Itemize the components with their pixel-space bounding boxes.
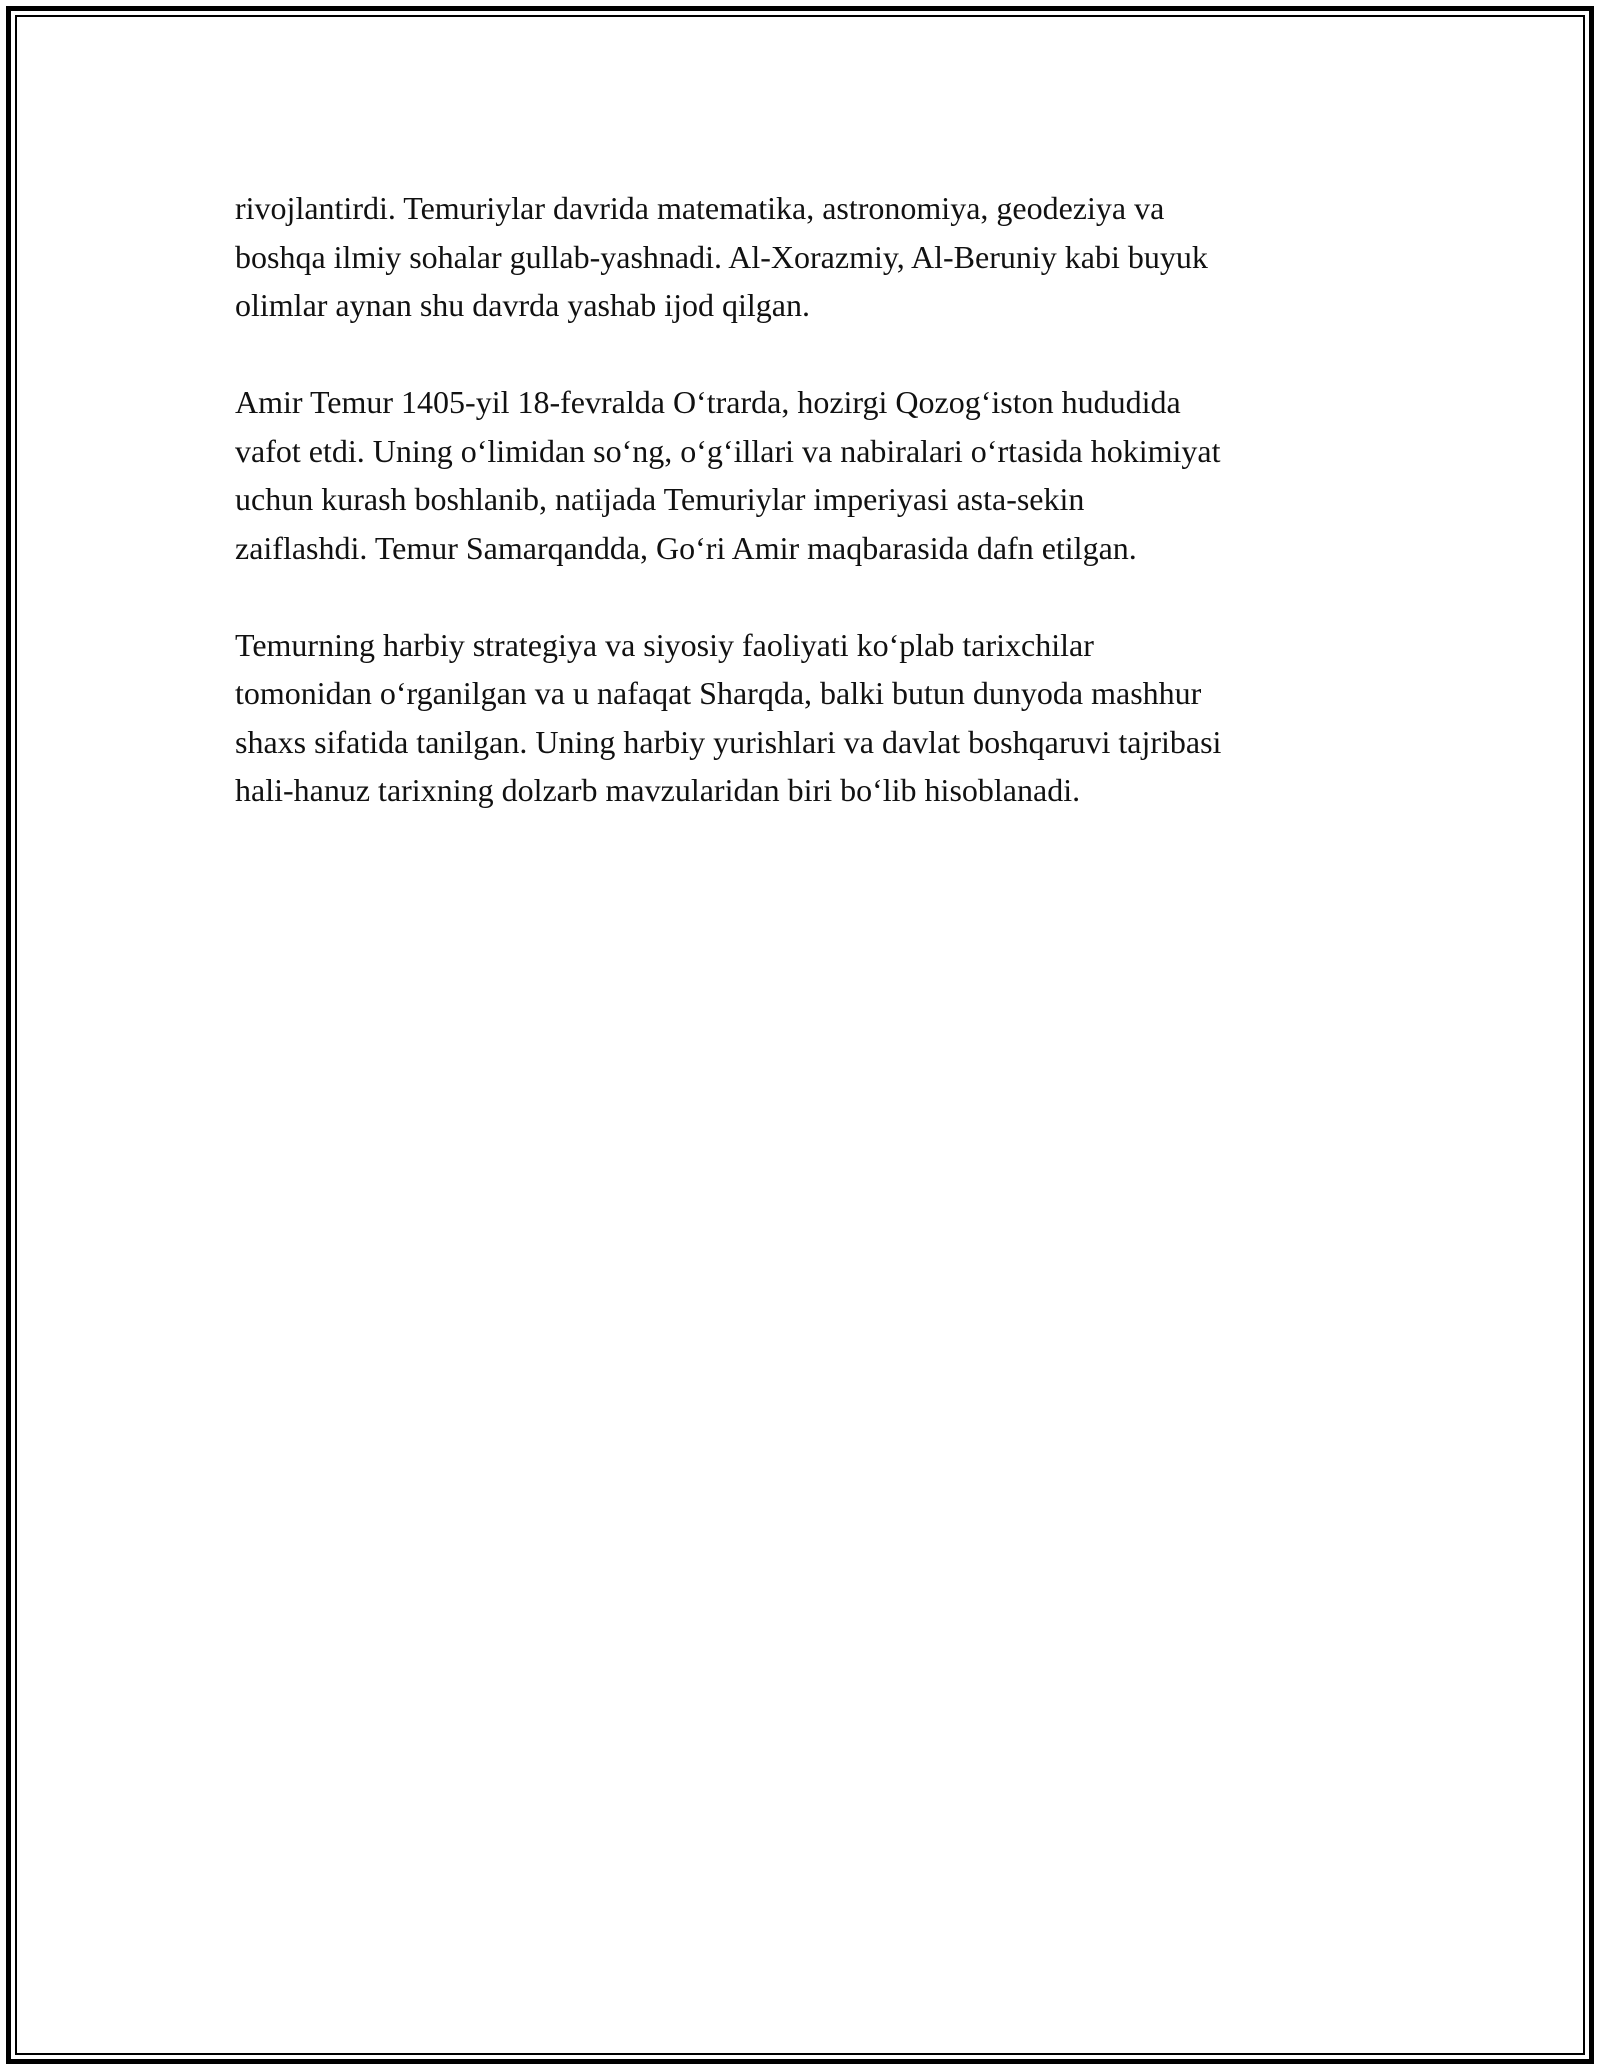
text-line: boshqa ilmiy sohalar gullab-yashnadi. Al-Xorazmiy, Al-Beruniy kabi buyuk (235, 238, 1208, 275)
text-line: vafot etdi. Uning o‘limidan so‘ng, o‘g‘illari va nabiralari o‘rtasida hokimiyat (235, 432, 1221, 469)
text-line: uchun kurash boshlanib, natijada Temuriylar imperiyasi asta-sekin (235, 481, 1085, 517)
text-line: Amir Temur 1405-yil 18-fevralda O‘trarda, hozirgi Qozog‘iston hududida (235, 384, 1181, 420)
text-line: tomonidan o‘rganilgan va u nafaqat Sharqda, balki butun dunyoda mashhur (235, 675, 1202, 711)
text-line: olimlar aynan shu davrda yashab ijod qilgan. (235, 287, 810, 323)
text-line: Temurning harbiy strategiya va siyosiy faoliyati ko‘plab tarixchilar (235, 626, 1094, 663)
text-line: shaxs sifatida tanilgan. Uning harbiy yurishlari va davlat boshqaruvi tajribasi (235, 723, 1222, 760)
paragraph-3 (235, 621, 1375, 815)
text-line: rivojlantirdi. Temuriylar davrida matematika, astronomiya, geodeziya va (235, 190, 1165, 226)
paragraph-2 (235, 378, 1375, 572)
text-line: zaiflashdi. Temur Samarqandda, Go‘ri Amir maqbarasida dafn etilgan. (235, 529, 1137, 566)
paragraph-1 (235, 184, 1375, 330)
document-body (235, 184, 1375, 863)
text-line: hali-hanuz tarixning dolzarb mavzularidan biri bo‘lib hisoblanadi. (235, 772, 1081, 808)
